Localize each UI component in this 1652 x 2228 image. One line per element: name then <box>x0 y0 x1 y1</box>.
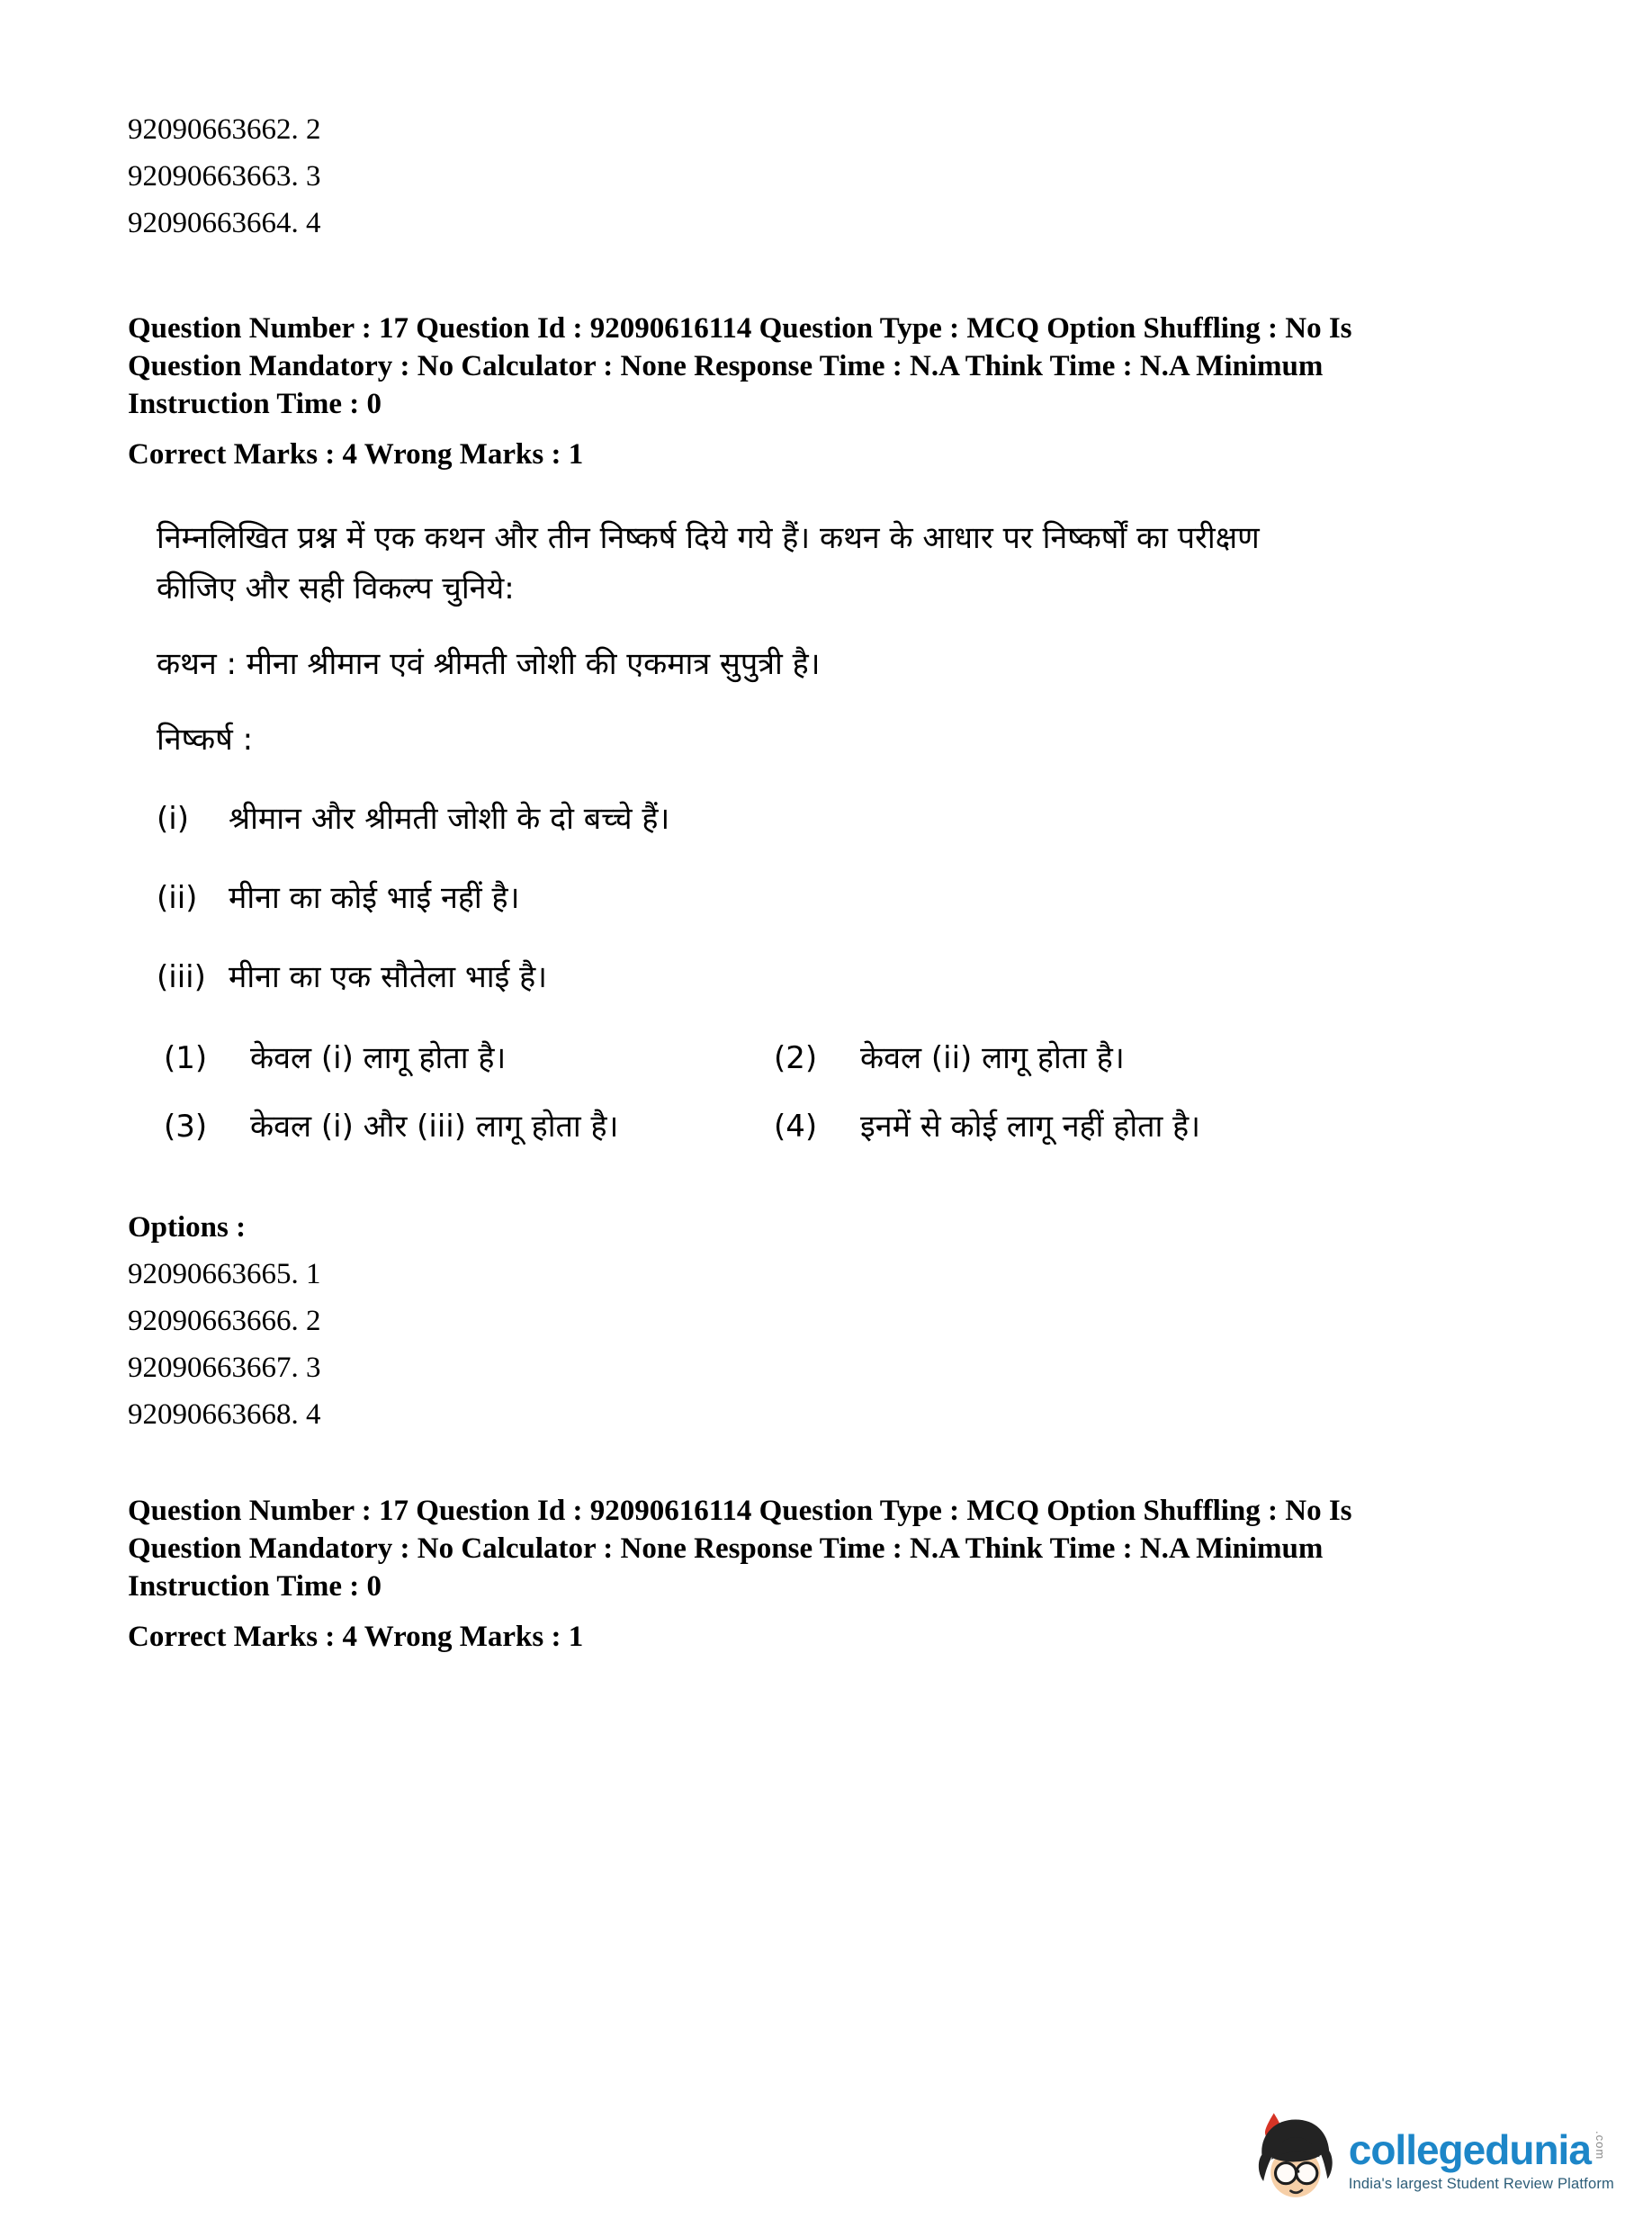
brand-block <box>1349 2127 1614 2193</box>
option-id-line: 92090663668. 4 <box>128 1398 321 1431</box>
question-metadata-line: Question Mandatory : No Calculator : None Response Time : N.A Think Time : N.A Minimum <box>128 1532 1324 1565</box>
question-metadata-line: Question Mandatory : No Calculator : None Response Time : N.A Think Time : N.A Minimum <box>128 350 1324 382</box>
question-intro <box>157 513 1526 614</box>
marks-line: Correct Marks : 4 Wrong Marks : 1 <box>128 438 584 471</box>
answer-choice <box>767 1037 1377 1080</box>
choice-label: (2) <box>774 1040 818 1076</box>
conclusion-text: मीना का एक सौतेला भाई है। <box>229 959 548 995</box>
option-id-line: 92090663665. 1 <box>128 1258 321 1290</box>
brand-tagline: India's largest Student Review Platform <box>1348 2175 1614 2192</box>
question-intro-line: कीजिए और सही विकल्प चुनिये: <box>157 570 515 606</box>
question-statement: कथन : मीना श्रीमान एवं श्रीमती जोशी की एकमात्र सुपुत्री है। <box>157 646 821 682</box>
brand-row <box>1349 2127 1614 2172</box>
answer-choice <box>767 1105 1377 1148</box>
conclusion-label: (iii) <box>157 959 206 995</box>
conclusion-text: श्रीमान और श्रीमती जोशी के दो बच्चे हैं। <box>229 801 670 837</box>
conclusion-text: मीना का कोई भाई नहीं है। <box>229 880 520 916</box>
previous-question-option-ids <box>128 106 1526 247</box>
question-metadata-repeat <box>128 1492 1526 1605</box>
option-id-line: 92090663663. 3 <box>128 160 321 193</box>
current-question-option-ids <box>128 1251 1526 1438</box>
conclusion-item <box>157 876 1526 920</box>
choice-text: केवल (i) लागू होता है। <box>250 1040 507 1076</box>
question-intro-line: निम्नलिखित प्रश्न में एक कथन और तीन निष्कर्ष दिये गये हैं। कथन के आधार पर निष्कर्षों का परीक्षण <box>157 520 1260 556</box>
conclusion-item <box>157 956 1526 999</box>
question-metadata-line: Instruction Time : 0 <box>128 388 382 420</box>
choice-row <box>157 1105 1526 1148</box>
conclusion-item <box>157 797 1526 840</box>
options-heading: Options : <box>128 1211 247 1244</box>
conclusion-label: (ii) <box>157 880 198 916</box>
choice-text: इनमें से कोई लागू नहीं होता है। <box>860 1109 1201 1145</box>
question-metadata-line: Instruction Time : 0 <box>128 1570 382 1603</box>
option-id-line: 92090663667. 3 <box>128 1352 321 1384</box>
answer-choice <box>157 1105 767 1148</box>
mascot-icon <box>1250 2113 1338 2206</box>
conclusions-heading: निष्कर्ष : <box>157 722 254 758</box>
question-metadata-line: Question Number : 17 Question Id : 92090616114 Question Type : MCQ Option Shuffling : No Is <box>128 1495 1352 1527</box>
conclusion-label: (i) <box>157 801 189 837</box>
brand-name: collegedunia <box>1348 2125 1591 2173</box>
question-metadata <box>128 310 1526 423</box>
option-id-line: 92090663666. 2 <box>128 1305 321 1337</box>
answer-choice <box>157 1037 767 1080</box>
collegedunia-logo <box>1250 2113 1614 2206</box>
choice-row <box>157 1037 1526 1080</box>
question-metadata-line: Question Number : 17 Question Id : 92090616114 Question Type : MCQ Option Shuffling : No Is <box>128 312 1352 345</box>
choice-text: केवल (i) और (iii) लागू होता है। <box>250 1109 619 1145</box>
choice-label: (4) <box>774 1109 818 1145</box>
choice-text: केवल (ii) लागू होता है। <box>860 1040 1125 1076</box>
option-id-line: 92090663664. 4 <box>128 207 321 239</box>
marks-line: Correct Marks : 4 Wrong Marks : 1 <box>128 1621 584 1653</box>
choice-label: (3) <box>164 1109 208 1145</box>
brand-suffix: .com <box>1593 2130 1607 2160</box>
choice-label: (1) <box>164 1040 208 1076</box>
question-body <box>128 513 1526 1148</box>
option-id-line: 92090663662. 2 <box>128 113 321 146</box>
